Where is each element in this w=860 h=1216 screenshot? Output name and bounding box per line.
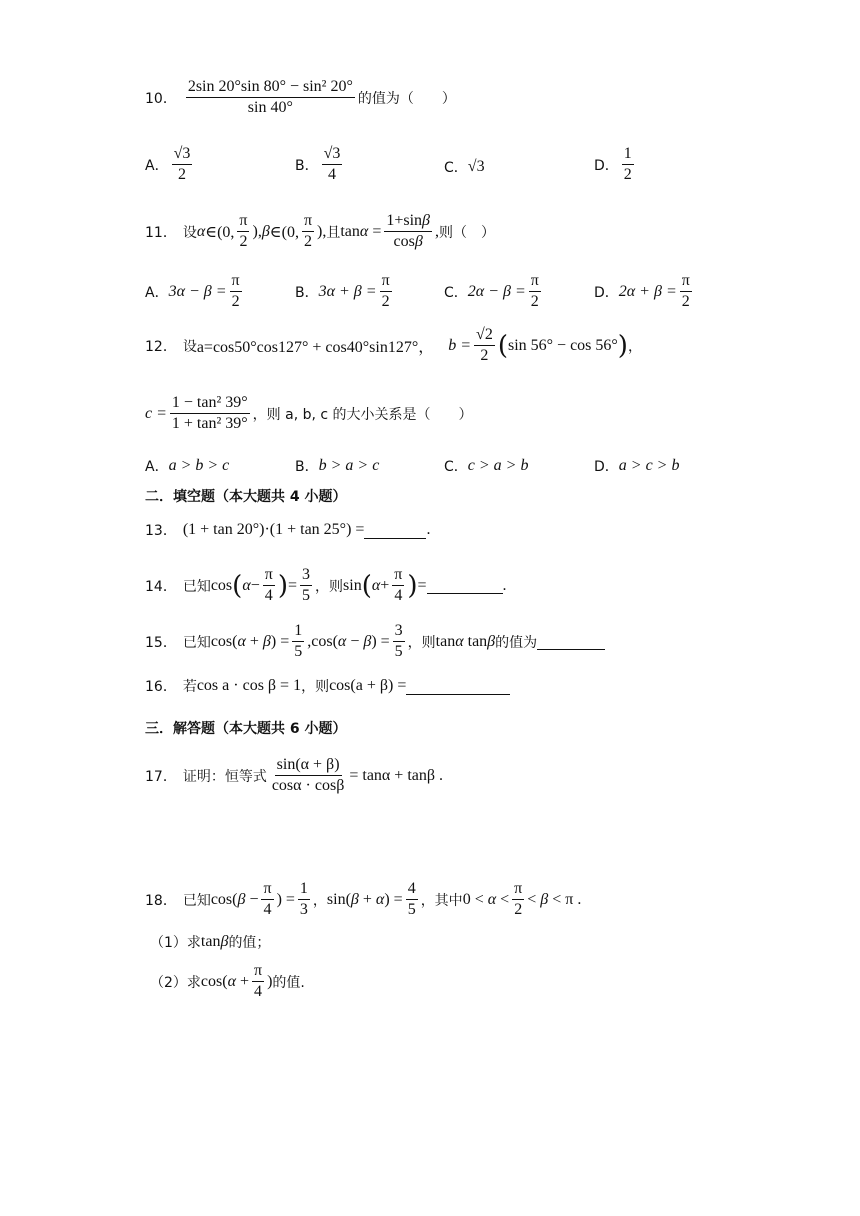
question-16: 16． 若 cos a · cos β = 1 ，则 cos(a + β) = <box>145 676 510 696</box>
question-13: 13． (1 + tan 20°)·(1 + tan 25°) = . <box>145 521 431 539</box>
question-17: 17． 证明：恒等式 $\frac{\sin(\alpha + \beta)}{\cos\alpha \cdot \cos\beta}$ = tanα + tanβ . <box>145 756 444 794</box>
q10-option-d: D． $\frac{1}{2}$ <box>594 145 632 183</box>
q10-option-b: B． $\frac{√3}{4}$ <box>295 145 341 183</box>
question-18: 18． 已知 cos(β − $\frac{\pi}{4}$ ) = $\frac{1}{3}$ ， sin(β + α) = $\frac{4}{5}$ ，其中 0 < α < $\frac{\pi}{2}$ < β < π . <box>145 880 582 918</box>
question-10 <box>145 78 456 117</box>
question-14: 14． 已知 cos ( α − $\frac{\pi}{4}$ ) = $\frac{3}{5}$ ，则 sin ( α + $\frac{\pi}{4}$ ) = . <box>145 566 507 604</box>
q12-option-a: A． a > b > c <box>145 457 230 475</box>
q12-option-d: D． a > c > b <box>594 457 680 475</box>
answer-blank[interactable] <box>406 678 510 695</box>
q11-option-d: D． 2α + β = $\frac{\pi}{2}$ <box>594 272 690 310</box>
answer-blank[interactable] <box>427 577 503 594</box>
q10-tail: 的值为（ ） <box>357 90 456 107</box>
q10-option-c: C． √3 <box>444 158 485 176</box>
question-12-c: c = $\frac{\text{1 − tan² 39°}}{\text{1 + tan² 39°}}$ ，则 a, b, c 的大小关系是（ ） <box>145 394 473 432</box>
section-solution: 三．解答题（本大题共 6 小题） <box>145 721 347 737</box>
question-18-part-2: （2）求 cos(α + $\frac{\pi}{4}$ ) 的值. <box>150 962 305 1000</box>
question-12: 12． 设 a=cos50°cos127° + cos40°sin127°， b = $\frac{√2}{2}$ ( sin 56° − cos 56° ) ， <box>145 326 642 364</box>
q11-option-a: A． 3α − β = $\frac{\pi}{2}$ <box>145 272 240 310</box>
q10-denominator: sin 40° <box>247 99 293 116</box>
question-15: 15． 已知 cos(α + β) = $\frac{1}{5}$ ,cos(α − β) = $\frac{3}{5}$ ，则 tanα tanβ 的值为 <box>145 622 605 661</box>
q12-option-b: B． b > a > c <box>295 457 380 475</box>
q10-numerator: 2sin 20°sin 80° − sin² 20° <box>186 78 355 98</box>
section-fill-in: 二．填空题（本大题共 4 小题） <box>145 489 347 505</box>
question-11: 11． 设 α ∈(0, $\frac{\pi}{2}$ ), β ∈(0, $\frac{\pi}{2}$ ), 且 tan α = $\frac{1+\sin\beta}{\cos\beta}$ , 则（ ） <box>145 212 496 250</box>
q12-option-c: C． c > a > b <box>444 457 529 475</box>
q11-option-c: C． 2α − β = $\frac{\pi}{2}$ <box>444 272 539 310</box>
q10-option-a: A． $\frac{√3}{2}$ <box>145 145 191 183</box>
q10-fraction <box>186 78 355 117</box>
answer-blank[interactable] <box>537 633 605 650</box>
question-number: 10． <box>145 90 177 107</box>
question-18-part-1: （1）求 tanβ 的值； <box>150 933 271 951</box>
answer-blank[interactable] <box>364 522 426 539</box>
q11-option-b: B． 3α + β = $\frac{\pi}{2}$ <box>295 272 390 310</box>
